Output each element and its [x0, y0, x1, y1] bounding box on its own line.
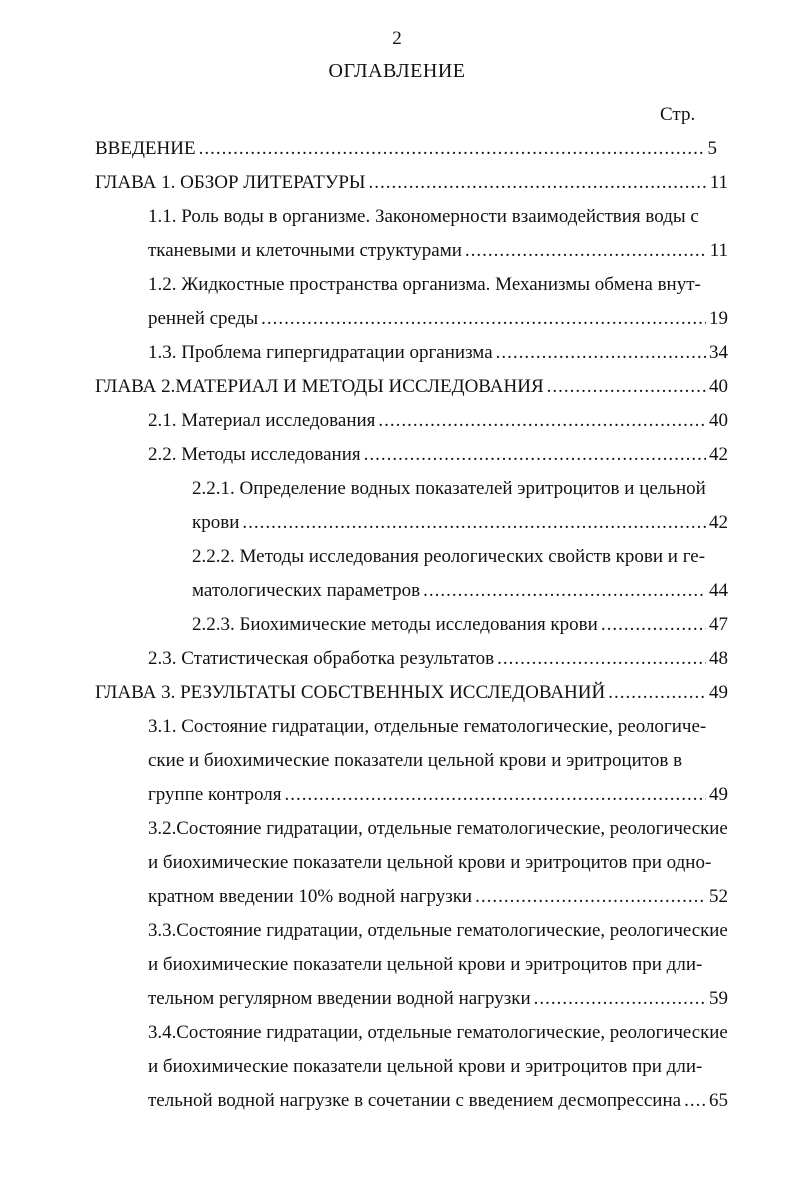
toc-entry-2-1[interactable]	[148, 404, 728, 438]
leader-dots	[547, 370, 706, 404]
toc-entry-title: тканевыми и клеточными структурами	[148, 240, 462, 261]
toc-entry-title: ренней среды	[148, 308, 259, 329]
toc-entry-3-3-line-2[interactable]: и биохимические показатели цельной крови и эритроцитов при дли-	[148, 954, 703, 975]
toc-entry-chapter-2[interactable]	[95, 370, 728, 404]
toc-entry-1-1[interactable]	[148, 234, 728, 268]
leader-dots	[496, 336, 706, 370]
toc-entry-page: 59	[709, 988, 728, 1009]
toc-entry-2-2-1-line-1[interactable]: 2.2.1. Определение водных показателей эритроцитов и цельной	[192, 478, 706, 499]
toc-entry-title: 2.2. Методы исследования	[148, 444, 361, 465]
leader-dots	[242, 506, 706, 540]
toc-entry-3-2-line-1[interactable]: 3.2.Состояние гидратации, отдельные гематологические, реологические	[148, 818, 728, 839]
toc-entry-page: 65	[709, 1090, 728, 1111]
toc-entry-2-3[interactable]	[148, 642, 728, 676]
toc-entry-1-2[interactable]	[148, 302, 728, 336]
toc-entry-page: 40	[709, 410, 728, 431]
toc-entry-2-2-2-line-1[interactable]: 2.2.2. Методы исследования реологических свойств крови и ге-	[192, 546, 706, 567]
leader-dots	[378, 404, 706, 438]
toc-entry-1-2-line-1[interactable]: 1.2. Жидкостные пространства организма. Механизмы обмена внут-	[148, 274, 701, 295]
toc-entry-page: 49	[709, 784, 728, 805]
page-column-label: Стр.	[660, 104, 696, 125]
toc-entry-2-2-1[interactable]	[192, 506, 728, 540]
toc-entry-page: 42	[709, 444, 728, 465]
toc-entry-introduction[interactable]	[95, 132, 717, 166]
leader-dots	[369, 166, 707, 200]
toc-entry-page: 11	[709, 172, 728, 193]
toc-entry-2-2-3[interactable]	[192, 608, 728, 642]
page-title: ОГЛАВЛЕНИЕ	[328, 60, 466, 82]
toc-entry-title: тельном регулярном введении водной нагрузки	[148, 988, 531, 1009]
leader-dots	[199, 132, 705, 166]
toc-entry-page: 34	[709, 342, 728, 363]
toc-entry-page: 42	[709, 512, 728, 533]
toc-entry-3-4-line-2[interactable]: и биохимические показатели цельной крови и эритроцитов при дли-	[148, 1056, 703, 1077]
toc-entry-page: 44	[709, 580, 728, 601]
toc-entry-page: 47	[709, 614, 728, 635]
toc-entry-title: 1.3. Проблема гипергидратации организма	[148, 342, 493, 363]
toc-entry-page: 11	[709, 240, 728, 261]
toc-entry-title: ВВЕДЕНИЕ	[95, 138, 196, 159]
toc-entry-title: ГЛАВА 3. РЕЗУЛЬТАТЫ СОБСТВЕННЫХ ИССЛЕДОВАНИЙ	[95, 682, 606, 703]
leader-dots	[475, 880, 706, 914]
leader-dots	[285, 778, 706, 812]
toc-entry-3-2[interactable]	[148, 880, 728, 914]
toc-entry-2-2-2[interactable]	[192, 574, 728, 608]
toc-entry-title: ГЛАВА 1. ОБЗОР ЛИТЕРАТУРЫ	[95, 172, 366, 193]
toc-entry-title: матологических параметров	[192, 580, 421, 601]
toc-entry-title: крови	[192, 512, 240, 533]
toc-entry-3-4-line-1[interactable]: 3.4.Состояние гидратации, отдельные гематологические, реологические	[148, 1022, 728, 1043]
toc-entry-chapter-1[interactable]	[95, 166, 728, 200]
leader-dots	[684, 1084, 706, 1118]
toc-entry-title: 2.3. Статистическая обработка результатов	[148, 648, 495, 669]
leader-dots	[261, 302, 706, 336]
toc-entry-3-1[interactable]	[148, 778, 728, 812]
toc-entry-1-1-line-1[interactable]: 1.1. Роль воды в организме. Закономерности взаимодействия воды с	[148, 206, 699, 227]
toc-entry-page: 40	[709, 376, 728, 397]
leader-dots	[423, 574, 706, 608]
leader-dots	[497, 642, 706, 676]
toc-entry-2-2[interactable]	[148, 438, 728, 472]
toc-entry-3-2-line-2[interactable]: и биохимические показатели цельной крови и эритроцитов при одно-	[148, 852, 712, 873]
toc-entry-title: 2.1. Материал исследования	[148, 410, 376, 431]
toc-entry-page: 49	[709, 682, 728, 703]
toc-entry-3-1-line-2[interactable]: ские и биохимические показатели цельной крови и эритроцитов в	[148, 750, 683, 771]
leader-dots	[465, 234, 707, 268]
toc-entry-chapter-3[interactable]	[95, 676, 728, 710]
toc-entry-3-4[interactable]	[148, 1084, 728, 1118]
toc-entry-3-3-line-1[interactable]: 3.3.Состояние гидратации, отдельные гематологические, реологические	[148, 920, 728, 941]
toc-entry-title: группе контроля	[148, 784, 282, 805]
toc-entry-title: тельной водной нагрузке в сочетании с введением десмопрессина	[148, 1090, 682, 1111]
leader-dots	[364, 438, 706, 472]
leader-dots	[534, 982, 706, 1016]
toc-entry-page: 19	[709, 308, 728, 329]
toc-entry-page: 52	[709, 886, 728, 907]
leader-dots	[601, 608, 706, 642]
toc-entry-3-3[interactable]	[148, 982, 728, 1016]
toc-entry-title: 2.2.3. Биохимические методы исследования крови	[192, 614, 598, 635]
leader-dots	[608, 676, 706, 710]
toc-entry-3-1-line-1[interactable]: 3.1. Состояние гидратации, отдельные гематологические, реологиче-	[148, 716, 707, 737]
toc-entry-title: кратном введении 10% водной нагрузки	[148, 886, 473, 907]
page-number: 2	[392, 28, 402, 49]
toc-entry-1-3[interactable]	[148, 336, 728, 370]
toc-entry-page: 48	[709, 648, 728, 669]
toc-entry-page: 5	[707, 138, 717, 159]
toc-entry-title: ГЛАВА 2.МАТЕРИАЛ И МЕТОДЫ ИССЛЕДОВАНИЯ	[95, 376, 544, 397]
